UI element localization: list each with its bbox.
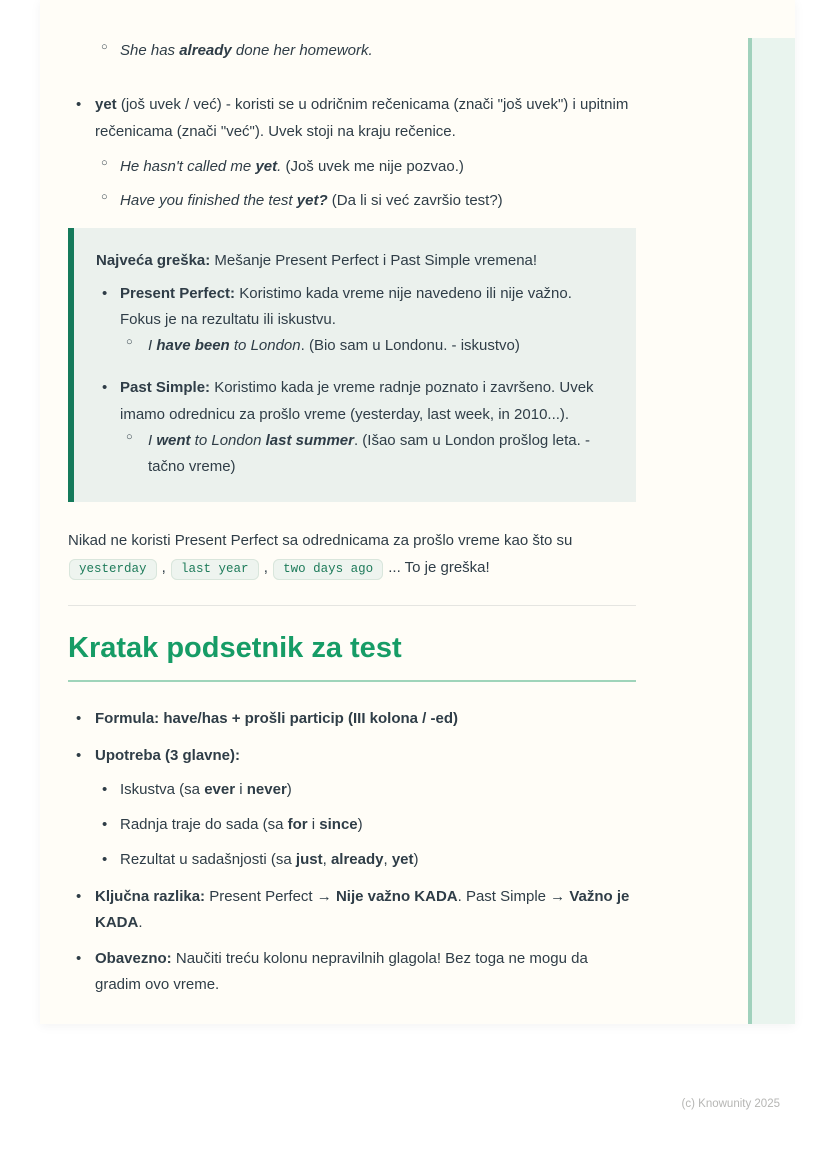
summary-usage-sub-result: • Rezultat u sadašnjosti (sa just, already, yet) (68, 847, 636, 873)
list-item-yet: • yet (još uvek / već) - koristi se u odričnim rečenicama (znači "još uvek") i upitnim rečenicama (znači "već"). Uvek stoji na kraju rečenice. (68, 92, 636, 145)
summary-usage-sub-experiences: • Iskustva (sa ever i never) (68, 777, 636, 803)
summary-usage-sub-duration: • Radnja traje do sada (sa for i since) (68, 812, 636, 838)
list-item-already-example: ○ She has already done her homework. (68, 38, 636, 64)
never-use-warning: Nikad ne koristi Present Perfect sa odrednicama za prošlo vreme kao što su yesterday , last year , two days ago ... To je greška! (68, 528, 636, 581)
callout-item-past-simple: • Past Simple: Koristimo kada je vreme radnje poznato i završeno. Uvek imamo odrednicu za prošlo vreme (yesterday, last week, in 2010...). (96, 375, 612, 428)
summary-item-key-difference: • Ključna razlika: Present Perfect → Nije važno KADA. Past Simple → Važno je KADA. (68, 884, 636, 937)
copyright-notice: (c) Knowunity 2025 (681, 1098, 780, 1110)
decorative-green-strip (748, 38, 795, 1024)
list-item-yet-example-2: ○ Have you finished the test yet? (Da li si već završio test?) (68, 188, 636, 214)
callout-example-present-perfect: ○ I have been to London. (Bio sam u Londonu. - iskustvo) (96, 333, 612, 359)
section-heading: Kratak podsetnik za test (68, 630, 636, 683)
summary-item-mandatory: • Obavezno: Naučiti treću kolonu nepravilnih glagola! Bez toga ne mogu da gradim ovo vreme. (68, 946, 636, 999)
callout-item-present-perfect: • Present Perfect: Koristimo kada vreme nije navedeno ili nije važno. Fokus je na rezultatu ili iskustvu. (96, 281, 612, 334)
page-sheet (40, 0, 795, 1024)
summary-item-usage: • Upotreba (3 glavne): (68, 743, 636, 769)
section-divider (68, 605, 636, 606)
summary-list (68, 706, 636, 998)
biggest-mistake-callout (68, 228, 636, 502)
callout-title: Najveća greška: Mešanje Present Perfect i Past Simple vremena! (96, 252, 538, 270)
callout-spacer (96, 359, 612, 375)
list-item-yet-example-1: ○ He hasn't called me yet. (Još uvek me nije pozvao.) (68, 154, 636, 180)
summary-item-formula: • Formula: have/has + prošli particip (III kolona / -ed) (68, 706, 636, 732)
callout-example-past-simple: ○ I went to London last summer. (Išao sam u London prošlog leta. - tačno vreme) (96, 428, 612, 481)
page-content (68, 0, 636, 999)
